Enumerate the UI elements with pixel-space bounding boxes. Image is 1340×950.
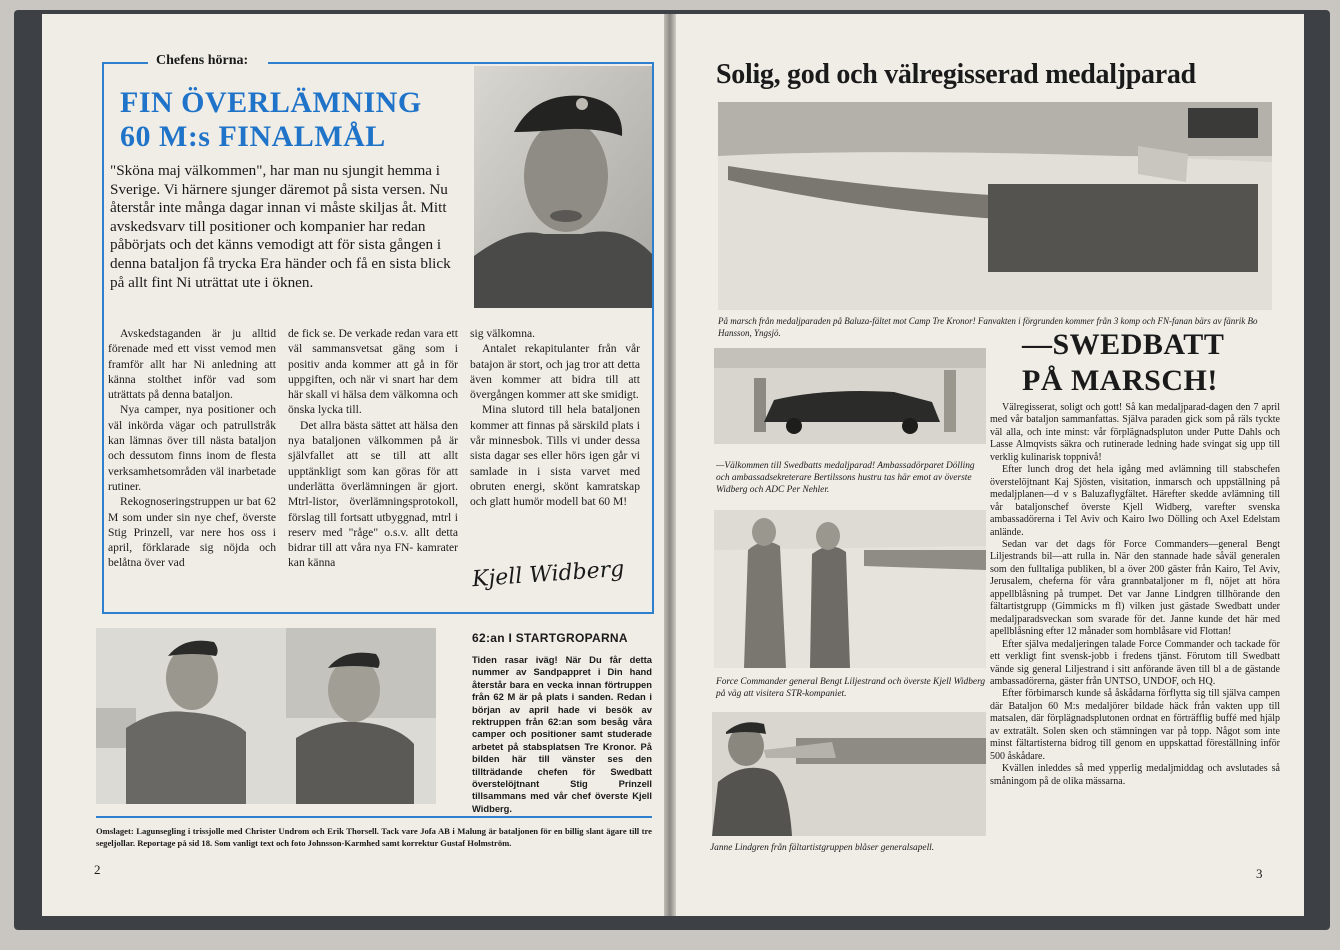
col1-paragraph: Avskedstaganden är ju alltid förenade med ett visst vemod men framför allt har Ni anledning att känna stolthet inför vad som uträttats på denna bataljon. — [108, 327, 276, 402]
right-headline: Solig, god och välregisserad medaljparad — [716, 59, 1196, 90]
kicker: Chefens hörna: — [156, 53, 249, 68]
startgrop-title: 62:an I STARTGROPARNA — [472, 631, 628, 645]
sub-headline-line-2: PÅ MARSCH! — [1022, 364, 1218, 397]
article-paragraph: Kvällen inleddes så med ypperlig medaljmiddag och avslutades så småningom på de olika mässarna. — [990, 763, 1280, 787]
intro-text: "Sköna maj välkommen", har man nu sjungit hemma i Sverige. Vi härnere sjunger däremot på sista versen. Nu återstår inte många dagar innan vi måste skiljas åt. Mitt avskedsvarv till positioner och kompanier har redan påbörjats och det känns vemodigt att för sista gången i denna bataljon få trycka Era händer och få en sista blick på allt fint Ni uträttat ute i öknen. — [110, 162, 451, 291]
book-gutter — [664, 14, 676, 916]
startgrop-text: Tiden rasar iväg! När Du får detta nummer av Sandpappret i Din hand återstår bara en vecka innan förtruppen från 62 M är på plats i sanden. Redan i början av april hade vi besök av rektruppen från 62:an som besåg våra camper och positioner samt studerade arbetet på stabsplatsen Tre Kronor. På bilden här till vänster ses den tillträdande chefen för Swedbatt överstelöjtnant Stig Prinzell tillsammans med vår chef överste Kjell Widberg. — [472, 654, 652, 814]
right-page — [676, 14, 1304, 916]
page-number-right: 3 — [1256, 866, 1263, 881]
caption-trumpet: Janne Lindgren från fältartistgruppen blåser generalsapell. — [710, 843, 935, 853]
photo-trumpet — [712, 712, 986, 836]
editorial-column-1 — [108, 326, 276, 571]
col2-paragraph: Det allra bästa sättet att hälsa den nya bataljonen välkommen på är självfallet att se till att allt upptänkligt som kan göras för att underlätta överlämningen är gjort. Mtrl-listor, överlämningsprotokoll, förslag till fortsatt utbyggnad, mtrl i reserv med "råge" o.s.v. allt detta bidrar till att våra nya FN- kamrater kan känna — [288, 418, 458, 570]
caption-force-commander: Force Commander general Bengt Liljestrand och överste Kjell Widberg på väg att visitera STR-kompaniet. — [716, 677, 986, 699]
photo-ambassador-car — [714, 348, 986, 444]
cover-note: Omslaget: Lagunsegling i trissjolle med Christer Undrom och Erik Thorsell. Tack vare Jofa AB i Malung är bataljonen för en billig slant ägare till tre segeljollar. Reportage på sid 18. Som vanligt text och foto Johnsson-Karmhed samt korrektur Gustaf Holmström. — [96, 826, 652, 848]
col1-paragraph: Nya camper, nya positioner och väl inkörda vägar och patrullstråk kan lämnas över till nästa bataljon och dessutom finns inom de flesta verksamhetsområden väl inarbetade rutiner. — [108, 403, 276, 493]
page-number-left: 2 — [94, 862, 101, 877]
col3-paragraph: Antalet rekapitulanter från vår batajon är stort, och jag tror att detta även kommer att bidra till att övergången kommer att ske smidigt. — [470, 342, 640, 402]
portrait-photo-kjell-widberg — [474, 66, 652, 308]
col1-paragraph: Rekognoseringstruppen ur bat 62 M som under sin nye chef, överste Stig Prinzell, var nere hos oss i april, förklarade sig nöjda och belåtna över vad — [108, 495, 276, 570]
article-paragraph: Efter lunch drog det hela igång med avlämning till stabschefen överstelöjtnant Kaj Sjösten, visitation, inmarsch och uppställning på medaljplanen—d v s Baluzaflygfältet. Härefter skedde avlämning till vår bataljonschef överste Kjell Widberg, varefter svenska ambassadörerna i Tel Aviv och Kairo Iwo Dölling och Axel Edelstam anlände. — [990, 464, 1280, 538]
article-paragraph: Välregisserat, soligt och gott! Så kan medaljparad-dagen den 7 april med vår bataljon sammanfattas. Själva paraden gick som på räls tyckte väl alla, och inte minst: vår förplägnadspluton under Putte Dahls och Lasse Almqvists säkra och rutinerade ledning hade svingat sig upp till verklig kulinarisk toppnivå! — [990, 402, 1280, 463]
signature: Kjell Widberg — [471, 556, 626, 593]
caption-welcome: —Välkommen till Swedbatts medaljparad! Ambassadörparet Dölling och ambassadsekreterare Bertilssons hustru tas här emot av överste Widberg och ADC Per Nehler. — [716, 461, 975, 495]
left-page — [42, 14, 664, 916]
headline-line-2: 60 M:s FINALMÅL — [120, 120, 386, 153]
photo-force-commander — [714, 510, 986, 668]
article-paragraph: Efter själva medaljeringen talade Force Commander och tackade för ett verkligt fint svensk-jobb i fredens tjänst. Förutom till Swedbatt vände sig general Liljestrand i sitt anförande även till bl a de gästande ambassadörerna, gäster från UNTSO, UNDOF, och HQ. — [990, 638, 1280, 687]
col2-paragraph: de fick se. De verkade redan vara ett väl sammansvetsat gäng som i positiv anda kommer att gå in för uppgiften, och när vi snart har dem här skall vi hälsa dem välkomna och önska lycka till. — [288, 327, 458, 417]
article-paragraph: Efter förbimarsch kunde så åskådarna förflytta sig till själva campen där Bataljon 60 M:s medaljörer bildade häck från vakten upp till matsalen, där förplägnadsplutonen ordnat en förträfflig buffé med hjälp av extratält. Solen sken och stämningen var på topp. Något som inte minst fältartisterna bidrog till genom en uppskattad föreställning inför 500 åskådare. — [990, 688, 1280, 762]
photo-medal-parade-march — [718, 102, 1272, 310]
caption-parade: På marsch från medaljparaden på Baluza-fältet mot Camp Tre Kronor! Fanvakten i förgrunden kommer från 3 komp och FN-fanan bärs av fänrik Bo Hansson, Yngsjö. — [718, 316, 1258, 338]
rule-blue — [96, 816, 652, 818]
editorial-column-3 — [470, 326, 640, 510]
headline-line-1: FIN ÖVERLÄMNING — [120, 86, 422, 119]
editorial-column-2 — [288, 326, 458, 571]
col3-paragraph: Mina slutord till hela bataljonen kommer att finnas på särskild plats i vår minnesbok. Tills vi under dessa sista dagar ses eller hörs igen går vi samlade in i sista varvet med obruten energi, skönt kamratskap och glatt humör modell bat 60 M! — [470, 403, 640, 509]
article-medal-parade — [990, 402, 1280, 788]
photo-two-officers — [96, 628, 436, 804]
article-paragraph: Sedan var det dags för Force Commanders—general Bengt Liljestrands bil—att rulla in. När den stannade hade såväl generalen som den fulltaliga publiken, bl a över 200 gäster från Kairo, Tel Aviv, Jerusalem, cheferna för våra grannbataljoner m fl, nöjet att höra appellblåsning på trumpet. Det var Janne Lindgren tillhörande den fältartistgrupp (Gimmicks m fl) vilken just gästade Swedbatt under medaljparadsveckan som svarade för det. Janne kunde det här med apellblåsning efter 12 månader som hornblåsare vid Flottan! — [990, 538, 1280, 638]
sub-headline-line-1: —SWEDBATT — [1022, 328, 1225, 361]
col3-paragraph: sig välkomna. — [470, 327, 536, 340]
